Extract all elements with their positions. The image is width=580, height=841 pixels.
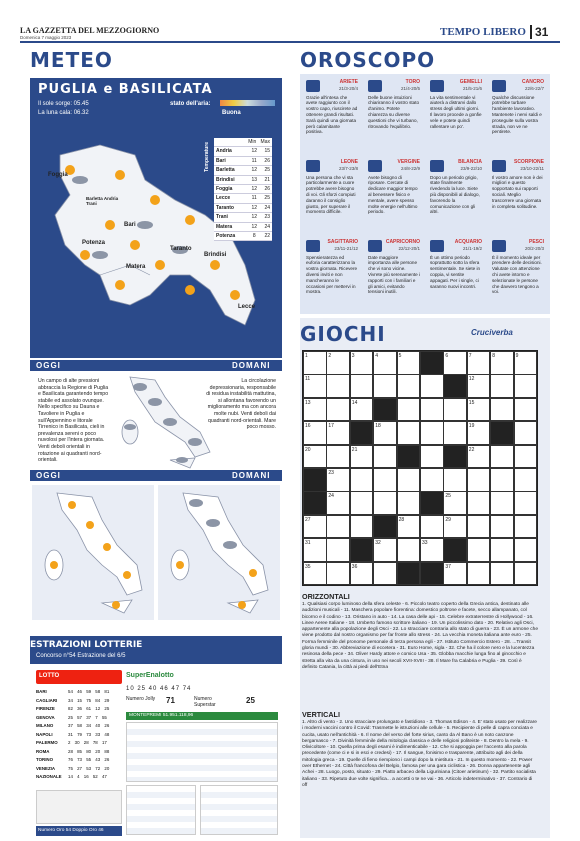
- crossword-cell: [397, 468, 421, 492]
- lotto-wheel-row: NAZIONALE 14 4 16 52 47: [36, 774, 107, 779]
- air-value: Buona: [222, 110, 241, 116]
- horoscope-pesci: PESCI 20/2-20/3 È il momento ideale per prendere delle decisioni. Valutate con attenzione chi avete intorno e selezionate le persone che davvero tengono a voi.: [488, 238, 548, 314]
- map-label-taranto: Taranto: [170, 246, 192, 252]
- orizzontali-clues: 1. Qualsiasi corpo luminoso della sfera celeste - 6. Piccolo teatro coperto della Grecia antica, destinato alle audizioni musicali - 11. Maschera popolare fiorentina: domestico poltrone e facete, secco allampanato, col bicorno e il codino - 13. Oristano in auto - 14. La casa delle api - 15. Celebre extraterrestre di Hollywood - 16. Linee Aeree Italiane - 18. Umberto famoso scrittore italiano - 19. Un piccolissimo dato - 20. Relativo agli Osci, appartenente alla popolazione degli Osci - 22. Lo stracciare contraria allo stato di guerra - 23. È un armone che viene prodotto dal nostro organismo per far fronte allo stress - 24. La vecchia moneta italiana ante euro - 25. Forma femminile del pronome personale di terza persona egli - 27. Istituto Commercio Estero - 28. ...Transit gloria mundi - 30. Abbreviazione di eccetera - 31. Euro Home, sigla - 32. Che ha il colore nero e la lucentezza resinosa della pece - 34. Oliver Hardy attore e comico Usa - 35. Globba macchie lunga fino al ginocchio e stretta alla vita da una cintura, in uso nei secoli XVII-XVIII - 38. Il Mare fra Calabria e Puglia - 39. Così è definito Catania, la città ai piedi dell'Etna: [302, 602, 538, 670]
- crossword-cell: [514, 562, 538, 586]
- crossword-cell: [373, 374, 397, 398]
- sunrise-text: Il sole sorge: 05.45: [38, 101, 89, 107]
- crossword-cell: [490, 562, 514, 586]
- crossword-cell: 14: [350, 398, 374, 422]
- zodiac-icon: [492, 240, 506, 252]
- crossword-cell: [326, 445, 350, 469]
- horoscope-cancro: CANCRO 22/6-22/7 Qualche discussione potrebbe turbare l'ambiente lavorativo. Mantenete i nervi saldi e proseguite sulla vostra strada, non ve ne pentirete.: [488, 78, 548, 154]
- map-label-foggia: Foggia: [48, 172, 68, 178]
- map-label-lecce: Lecce: [238, 304, 256, 310]
- crossword-cell: [467, 562, 491, 586]
- map-label-bari: Bari: [124, 222, 136, 228]
- crossword-cell: [373, 491, 397, 515]
- superenalotto-numbers: 10 25 40 46 47 74: [126, 686, 192, 692]
- lotto-wheel-row: VENEZIA 75 27 53 72 20: [36, 765, 110, 771]
- zodiac-icon: [492, 80, 506, 92]
- crossword-cell: 2: [326, 351, 350, 375]
- temperature-table: [214, 138, 272, 241]
- crossword-cell: [326, 562, 350, 586]
- temperature-row: Trani 12 23: [214, 213, 272, 222]
- crossword-cell: [443, 468, 467, 492]
- crossword-cell: 31: [303, 538, 327, 562]
- crossword-cell: [490, 491, 514, 515]
- crossword-grid: [302, 350, 538, 586]
- masthead-date: Domenica 7 maggio 2023: [20, 35, 72, 40]
- moonset-text: La luna cala: 06.32: [38, 110, 89, 116]
- italy-map-today: [32, 485, 154, 620]
- crossword-cell: 25: [443, 491, 467, 515]
- italy-map-1: [110, 372, 220, 472]
- crossword-cell: [397, 491, 421, 515]
- crossword-cell: 28: [397, 515, 421, 539]
- air-quality-scale: [220, 100, 275, 106]
- header-rule: [20, 41, 560, 43]
- temperature-label: Temperature: [204, 142, 210, 172]
- crossword-cell: 18: [373, 421, 397, 445]
- crossword-cell: 22: [467, 445, 491, 469]
- crossword-cell: [514, 515, 538, 539]
- numbers-grid: [36, 790, 122, 824]
- zodiac-icon: [368, 80, 382, 92]
- crossword-cell: [420, 351, 444, 375]
- lotto-wheel-row: MILANO 37 58 34 40 26: [36, 723, 110, 728]
- crossword-cell: 21: [350, 445, 374, 469]
- crossword-cell: [397, 538, 421, 562]
- lotto-title: ESTRAZIONI LOTTERIE: [30, 640, 143, 650]
- lotto-wheel-row: GENOVA 25 57 37 7 55: [36, 714, 107, 720]
- crossword-cell: [490, 398, 514, 422]
- horoscope-scorpione: SCORPIONE 23/10-22/11 Il vostro amore non è dei migliori e questo sopportato sui rapporti sociali. Meglio trascorrere una giornata in completa solitudine.: [488, 158, 548, 234]
- horoscope-acquario: ACQUARIO 21/1-19/2 È un ottimo periodo soprattutto sotto la sfera sentimentale. Se siete in coppia, vi sentite appagati. Per i single, ci saranno nuovi incontri.: [426, 238, 486, 314]
- crossword-cell: [443, 374, 467, 398]
- crossword-cell: [350, 538, 374, 562]
- lotto-wheels: [36, 688, 124, 782]
- oroscopo-title: OROSCOPO: [300, 48, 436, 72]
- lotto-wheel-row: FIRENZE 82 36 61 12 25: [36, 706, 110, 711]
- horoscope-vergine: VERGINE 24/8-22/9 Avete bisogno di riposare. Cercate di dedicare maggior tempo al benessere fisico e mentale, avere spesso molte energie nell'ultimo periodo.: [364, 158, 424, 234]
- crossword-cell: 13: [303, 398, 327, 422]
- horoscope-gemelli: GEMELLI 21/5-21/6 La vita sentimentale vi aiuterà a distrarvi dallo stress degli ultimi giorni. Il lavoro procede a gonfie vele e potete quindi rallentare un po'.: [426, 78, 486, 154]
- zodiac-icon: [306, 240, 320, 252]
- crossword-cell: 32: [373, 538, 397, 562]
- crossword-cell: [467, 468, 491, 492]
- crossword-cell: 7: [467, 351, 491, 375]
- italy-map-tomorrow: [158, 485, 280, 620]
- section-title: TEMPO LIBERO: [440, 26, 526, 38]
- temperature-row: Foggia 12 26: [214, 185, 272, 194]
- lotto-wheel-row: NAPOLI 31 79 73 33 48: [36, 731, 110, 737]
- crossword-cell: [514, 468, 538, 492]
- crossword-cell: 23: [326, 468, 350, 492]
- crossword-cell: [514, 445, 538, 469]
- crossword-cell: 16: [303, 421, 327, 445]
- label-domani-1: DOMANI: [232, 361, 271, 370]
- verticali-clues: 1. Altro di vento - 2. Uno stracciare prolungato e fastidioso - 3. Thomas Edison - 4. E' stato usato per realizzare i moderni vaccini contro il Covid: Trasmette le istruzioni alle cellule - 5. Recipiente di pelle di capra conciata e cucita, usato nell'antichità - 6. Il nome del verso del forte sirius, canto da Al Bano è un noto canzone bergamasco - 7. Divinità femminile della mitologia classica e delle religioni politeiste - 8. Dentro la mela - 9. Olivicoltore - 10. Quella prima degli esami è indimenticabile - 12. Che si appoggia per l'accento alla parola precedente (come ci e si in esci e credesi) - 17. Il sangue, fonisimo e trasparente, attribuito agli dei della mitologia greca - 19. Quelle di fieno riempiono i campi dopo la mietitura - 21. In questo momento - 22. Power over Ethernet - 24. Città francofona del Belgio, famosa per una gara ciclistica - 26. Donna appartenente agli Achei - 28. Luogo, posto, situato - 29. Piatto arbaceo della Liguriniana (Citoer arietinum) - 32. Partito socialista italiano - 33. Ripetuto due volte significa... a accetti o te ne vai - 36. Articolo indeterminativo - 37. Contrario di off: [302, 720, 537, 788]
- 10elotto-table: [126, 785, 196, 835]
- crossword-cell: [350, 421, 374, 445]
- horoscope-leone: LEONE 23/7-23/8 Una persona che vi sta particolarmente a cuore potrebbe avere bisogno di voi. Gli sforzi compiuti daranno il consiglio giusto, per superare il momento difficile.: [302, 158, 362, 234]
- zodiac-icon: [306, 160, 320, 172]
- crossword-cell: 4: [373, 351, 397, 375]
- label-domani-2: DOMANI: [232, 471, 271, 480]
- meteo-title: METEO: [30, 48, 113, 72]
- crossword-cell: [373, 398, 397, 422]
- crossword-cell: [490, 445, 514, 469]
- crossword-cell: [420, 562, 444, 586]
- temperature-row: Brindisi 13 21: [214, 176, 272, 185]
- crossword-cell: [350, 468, 374, 492]
- crossword-cell: [397, 562, 421, 586]
- masthead-title: LA GAZZETTA DEL MEZZOGIORNO: [20, 26, 160, 35]
- giochi-title: GIOCHI: [300, 322, 386, 346]
- verticali-title: VERTICALI: [302, 710, 340, 719]
- zodiac-icon: [368, 160, 382, 172]
- crossword-cell: 12: [467, 374, 491, 398]
- crossword-cell: [514, 538, 538, 562]
- table-header: Min Max: [214, 138, 272, 147]
- crossword-cell: [490, 421, 514, 445]
- crossword-cell: 20: [303, 445, 327, 469]
- lotto-wheel-row: ROMA 28 85 80 20 88: [36, 748, 110, 754]
- crossword-cell: [420, 445, 444, 469]
- crossword-cell: [373, 562, 397, 586]
- forecast-today-text: Un campo di alte pressioni abbraccia la Regione di Puglia e Basilicata garantendo tempo stabile ed assolato ovunque. Nello specifico su Dauna e Tavoliere in Puglia e sull'Appennino e litorale Tirrenico in Basilicata, cieli in prevalenza sereni o poco nuvolosi per l'intera giornata. Venti deboli orientali in rotazione ai quadranti nord-orientali.: [38, 378, 109, 464]
- orizzontali-title: ORIZZONTALI: [302, 592, 350, 601]
- crossword-cell: 11: [303, 374, 327, 398]
- horoscope-bilancia: BILANCIA 23/9-22/10 Dopo un periodo grigio, state finalmente rivedendo la luce. Siete più disponibili al dialogo, favorendo la comunicazione con gli altri.: [426, 158, 486, 234]
- jolly-label: Numero Jolly: [126, 696, 156, 702]
- crossword-cell: [373, 515, 397, 539]
- zodiac-icon: [430, 80, 444, 92]
- crossword-cell: [303, 468, 327, 492]
- temperature-row: Bari 11 26: [214, 157, 272, 166]
- zodiac-icon: [306, 80, 320, 92]
- crossword-cell: [326, 515, 350, 539]
- temperature-row: Lecce 11 25: [214, 194, 272, 203]
- crossword-cell: [514, 421, 538, 445]
- temperature-row: Taranto 12 24: [214, 204, 272, 213]
- numero-oro: Numero Oro 54 Doppio Oro 46: [36, 826, 122, 836]
- superenalotto-logo: SuperEnalotto: [126, 672, 174, 679]
- map-label-bat: Barletta Andria Trani: [86, 196, 119, 206]
- zodiac-icon: [430, 160, 444, 172]
- temperature-row: Matera 12 24: [214, 223, 272, 232]
- lotto-subtitle: Concorso n°54 Estrazione del 6/5: [36, 653, 126, 659]
- crossword-cell: [397, 398, 421, 422]
- page-number: 31: [530, 25, 548, 39]
- horoscope-ariete: ARIETE 21/3-20/4 Grazie all'intesa che avete raggiunto con il vostro capo, riuscirete ad ottenere grandi risultati. Sarà quindi una giornata però calamitante positiva.: [302, 78, 362, 154]
- crossword-cell: [397, 374, 421, 398]
- crossword-cell: [420, 398, 444, 422]
- crossword-cell: [303, 491, 327, 515]
- crossword-cell: 15: [467, 398, 491, 422]
- crossword-cell: 33: [420, 538, 444, 562]
- crossword-cell: [373, 445, 397, 469]
- map-label-potenza: Potenza: [82, 240, 106, 246]
- crossword-cell: [490, 515, 514, 539]
- crossword-cell: [443, 445, 467, 469]
- temperature-row: Barletta 12 25: [214, 166, 272, 175]
- crossword-cell: [420, 421, 444, 445]
- air-label: stato dell'aria:: [170, 101, 211, 107]
- crossword-cell: 29: [443, 515, 467, 539]
- crossword-cell: [490, 374, 514, 398]
- superstar-value: 25: [246, 696, 255, 705]
- crossword-cell: [443, 538, 467, 562]
- jolly-value: 71: [166, 696, 175, 705]
- crossword-cell: [420, 491, 444, 515]
- crossword-cell: 27: [303, 515, 327, 539]
- crossword-cell: [326, 398, 350, 422]
- crossword-cell: [514, 491, 538, 515]
- crossword-cell: [420, 374, 444, 398]
- crossword-cell: [467, 538, 491, 562]
- crossword-cell: [514, 398, 538, 422]
- crossword-cell: [467, 515, 491, 539]
- lotto-wheel-row: BARI 54 46 59 58 81: [36, 689, 110, 694]
- lotto-logo: LOTTO: [36, 670, 122, 684]
- crossword-cell: [326, 538, 350, 562]
- crossword-cell: 17: [326, 421, 350, 445]
- crossword-cell: [373, 468, 397, 492]
- crossword-cell: [467, 491, 491, 515]
- lotto-wheel-row: CAGLIARI 34 15 75 84 29: [36, 697, 110, 703]
- crossword-cell: [326, 374, 350, 398]
- forecast-tomorrow-text: La circolazione depressionaria, responsabile di residua instabilità mattutina, si allontana favorendo un miglioramento ma con ancora molte nubi. Venti deboli dai quadranti nord-orientali. Mare poco mosso.: [206, 378, 276, 431]
- zodiac-icon: [368, 240, 382, 252]
- lotto-wheel-row: PALERMO 2 30 28 78 17: [36, 740, 107, 745]
- temperature-row: Potenza 8 22: [214, 232, 272, 241]
- crossword-cell: 36: [350, 562, 374, 586]
- crossword-cell: [514, 374, 538, 398]
- crossword-cell: [443, 398, 467, 422]
- map-label-brindisi: Brindisi: [204, 252, 227, 258]
- crossword-cell: 5: [397, 351, 421, 375]
- jackpot: MONTEPREMI 51.951.118,96: [126, 712, 278, 720]
- crossword-cell: [490, 538, 514, 562]
- crossword-cell: 8: [490, 351, 514, 375]
- crossword-cell: [350, 515, 374, 539]
- horoscope-sagittario: SAGITTARIO 23/11-21/12 Spensieratezza ed euforia caratterizzano la vostra giornata. Ricevere diversi inviti e non mancheranno le occasioni per mettervi in mostra.: [302, 238, 362, 314]
- lotto-wheel-row: TORINO 76 73 55 43 26: [36, 757, 110, 762]
- horoscope-toro: TORO 21/4-20/5 Delle buone intuizioni chiariranno il vostro stato d'animo. Potete chiarezza su diverse questioni che vi turbano, ritrovando l'equilibrio.: [364, 78, 424, 154]
- label-oggi-1: OGGI: [36, 361, 61, 370]
- superstar-label: Numero Superstar: [194, 696, 216, 708]
- crossword-cell: [420, 515, 444, 539]
- horoscope-capricorno: CAPRICORNO 22/12-20/1 Date maggiore importanza alle persone che vi sono vicine. Vivrete più serenamente i rapporti con i familiari e gli amici, evitando tensioni inutili.: [364, 238, 424, 314]
- zodiac-icon: [492, 160, 506, 172]
- crossword-cell: [350, 374, 374, 398]
- temperature-row: Andria 12 15: [214, 147, 272, 156]
- region-title: PUGLIA e BASILICATA: [38, 82, 213, 97]
- map-label-matera: Matera: [126, 264, 146, 270]
- winnings-table: [126, 722, 278, 782]
- crossword-cell: 24: [326, 491, 350, 515]
- label-oggi-2: OGGI: [36, 471, 61, 480]
- 10elotto-prizes: [200, 785, 278, 835]
- crossword-cell: 37: [443, 562, 467, 586]
- crossword-cell: 1: [303, 351, 327, 375]
- cruciverba-label: Cruciverba: [471, 328, 513, 337]
- crossword-cell: [420, 468, 444, 492]
- crossword-cell: 35: [303, 562, 327, 586]
- crossword-cell: [490, 468, 514, 492]
- crossword-cell: [443, 421, 467, 445]
- crossword-cell: [397, 445, 421, 469]
- crossword-cell: [350, 491, 374, 515]
- zodiac-icon: [430, 240, 444, 252]
- crossword-cell: [397, 421, 421, 445]
- crossword-cell: 9: [514, 351, 538, 375]
- crossword-cell: 19: [467, 421, 491, 445]
- crossword-cell: 6: [443, 351, 467, 375]
- crossword-cell: 3: [350, 351, 374, 375]
